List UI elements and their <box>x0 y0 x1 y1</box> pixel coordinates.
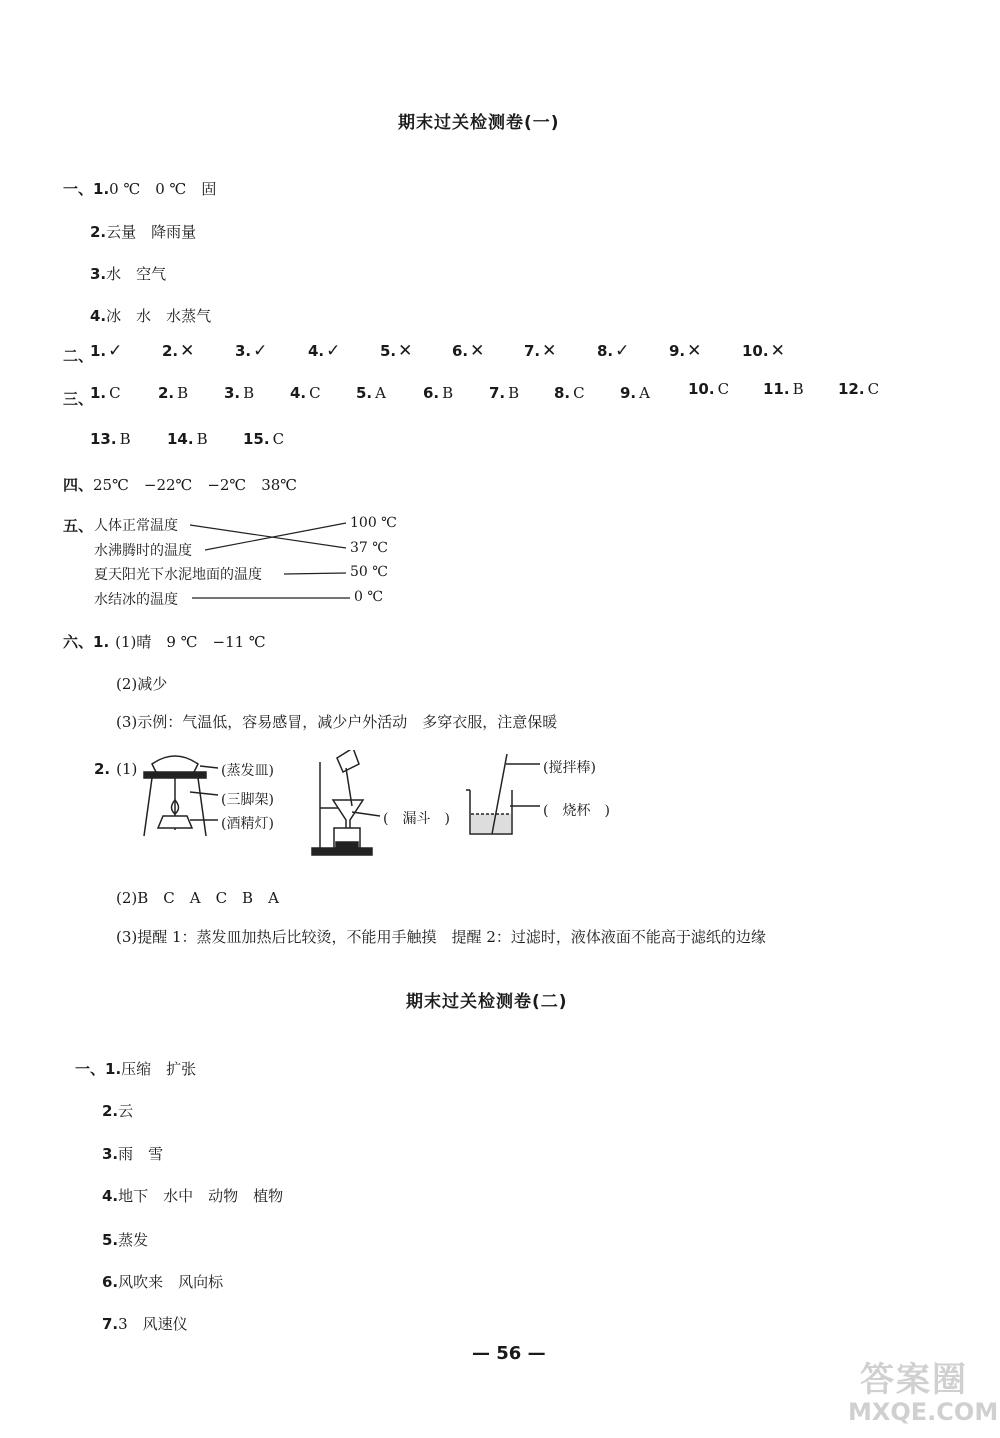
exam2-s1-item-3 <box>102 1143 163 1164</box>
question-number: 2. <box>102 1102 119 1120</box>
answer-letter: B <box>792 380 804 398</box>
question-number: 1. <box>93 180 110 198</box>
match-left-3: 夏天阳光下水泥地面的温度 <box>94 567 262 583</box>
section-label: 一、 <box>63 180 94 198</box>
label-stirring-rod: (搅拌棒) <box>543 760 596 776</box>
evaporation-apparatus <box>144 756 218 836</box>
answer-letter: B <box>442 384 454 402</box>
question-number: 5. <box>356 384 373 402</box>
answer-text: (3)提醒 1：蒸发皿加热后比较烫，不能用手触摸 提醒 2：过滤时，液体液面不能高于滤纸的边缘 <box>116 928 766 946</box>
answer-letter: C <box>272 430 285 448</box>
question-number: 1. <box>90 384 107 402</box>
answer-text: 风吹来 风向标 <box>118 1273 224 1291</box>
label-beaker: ( 烧杯 ) <box>543 803 610 819</box>
question-number: 2. <box>158 384 175 402</box>
question-number: 3. <box>102 1145 119 1163</box>
section-label: 六、 <box>63 633 94 651</box>
question-number: 9. <box>620 384 637 402</box>
exam1-s6-q1-3 <box>116 711 557 732</box>
exam1-s6-q2-2 <box>116 887 279 908</box>
exam1-s5-label: 五、 <box>63 517 94 535</box>
question-number: 5. <box>380 342 397 360</box>
tripod-leg <box>144 778 152 836</box>
exam2-s1-item-6 <box>102 1271 223 1292</box>
cross-mark-icon: ✕ <box>542 341 557 361</box>
question-number: 5. <box>102 1231 119 1249</box>
section-label: 一、 <box>75 1060 106 1078</box>
answer-text: 压缩 扩张 <box>121 1060 197 1078</box>
question-number: 4. <box>290 384 307 402</box>
question-number: 3. <box>235 342 252 360</box>
answer-letter: B <box>177 384 189 402</box>
label-tripod: (三脚架) <box>221 792 274 808</box>
label-alcohol-lamp: (酒精灯) <box>221 816 274 832</box>
match-left-1: 人体正常温度 <box>94 518 178 534</box>
exam1-s6-q1-1 <box>63 631 266 652</box>
matching-lines <box>0 0 1000 620</box>
match-right-1: 100 ℃ <box>350 515 397 531</box>
answer-letter: B <box>196 430 208 448</box>
answer-letter: B <box>508 384 520 402</box>
label-funnel: ( 漏斗 ) <box>383 811 450 827</box>
tripod-leg <box>198 778 206 836</box>
exam1-s6-q1-2 <box>116 673 167 694</box>
check-mark-icon: ✓ <box>253 341 268 361</box>
cross-mark-icon: ✕ <box>770 341 785 361</box>
exam1-s6-q2-3 <box>116 926 766 947</box>
stand-base <box>312 848 372 855</box>
answer-text: 云量 降雨量 <box>106 223 197 241</box>
pouring-beaker <box>337 750 359 772</box>
answer-text: (2)B C A C B A <box>116 889 279 907</box>
liquid <box>471 814 511 833</box>
match-left-2: 水沸腾时的温度 <box>94 543 192 559</box>
match-right-2: 37 ℃ <box>350 540 388 556</box>
question-number: 11. <box>763 380 790 398</box>
question-number: 4. <box>102 1187 119 1205</box>
answer-text: 冰 水 水蒸气 <box>106 307 212 325</box>
exam2-s1-item-7 <box>102 1313 188 1334</box>
answer-text: 地下 水中 动物 植物 <box>118 1187 284 1205</box>
answer-letter: C <box>309 384 321 402</box>
answer-text: 云 <box>118 1102 134 1120</box>
question-number: 10. <box>742 342 769 360</box>
answer-text: 25℃ −22℃ −2℃ 38℃ <box>93 476 298 494</box>
question-number: 8. <box>597 342 614 360</box>
answer-letter: B <box>119 430 131 448</box>
question-number: 8. <box>554 384 571 402</box>
match-line-2 <box>205 523 346 550</box>
question-number: 4. <box>90 307 107 325</box>
question-number: 6. <box>102 1273 119 1291</box>
question-number: 1. <box>93 633 110 651</box>
exam1-s3-label: 三、 <box>63 390 94 408</box>
answer-text: 水 空气 <box>106 265 167 283</box>
question-number: 12. <box>838 380 865 398</box>
question-number: 9. <box>669 342 686 360</box>
sub-label: (1) <box>116 760 138 778</box>
match-line-3 <box>284 573 346 574</box>
answer-text: (3)示例：气温低，容易感冒，减少户外活动 多穿衣服，注意保暖 <box>116 713 558 731</box>
answer-letter: A <box>375 384 386 402</box>
question-number: 6. <box>423 384 440 402</box>
answer-letter: C <box>867 380 880 398</box>
tripod-top <box>144 772 206 778</box>
exam2-s1-item-1 <box>75 1058 196 1079</box>
question-number: 14. <box>167 430 194 448</box>
cross-mark-icon: ✕ <box>180 341 195 361</box>
watermark-logo: 答案圈 <box>860 1360 968 1400</box>
answer-letter: C <box>109 384 121 402</box>
exam1-title: 期末过关检测卷(一) <box>398 113 560 133</box>
cross-mark-icon: ✕ <box>470 341 485 361</box>
question-number: 3. <box>224 384 241 402</box>
watermark-url: MXQE.COM <box>848 1398 999 1426</box>
answer-text: 雨 雪 <box>118 1145 164 1163</box>
question-number: 1. <box>90 342 107 360</box>
answer-letter: A <box>639 384 650 402</box>
answer-letter: B <box>243 384 255 402</box>
exam2-s1-item-4 <box>102 1185 283 1206</box>
exam2-s1-item-2 <box>102 1100 133 1121</box>
question-number: 4. <box>308 342 325 360</box>
cross-mark-icon: ✕ <box>687 341 702 361</box>
answer-text: 3 风速仪 <box>118 1315 188 1333</box>
match-left-4: 水结冰的温度 <box>94 592 178 608</box>
page-number: — 56 — <box>472 1343 546 1364</box>
alcohol-lamp <box>158 816 192 828</box>
question-number: 1. <box>105 1060 122 1078</box>
question-number: 15. <box>243 430 270 448</box>
answer-letter: C <box>717 380 730 398</box>
answer-text: 0 ℃ 0 ℃ 固 <box>109 180 217 198</box>
cross-mark-icon: ✕ <box>398 341 413 361</box>
section-label: 四、 <box>63 476 94 494</box>
answer-letter: C <box>573 384 585 402</box>
check-mark-icon: ✓ <box>108 341 123 361</box>
question-number: 7. <box>524 342 541 360</box>
label-evaporating-dish: (蒸发皿) <box>221 763 274 779</box>
beaker-apparatus <box>466 754 540 834</box>
answer-text: (2)减少 <box>116 675 168 693</box>
exam2-s1-item-5 <box>102 1229 148 1250</box>
exam1-s2-label: 二、 <box>63 347 94 365</box>
question-number: 2. <box>94 760 111 778</box>
match-line-1 <box>190 525 346 548</box>
question-number: 13. <box>90 430 117 448</box>
check-mark-icon: ✓ <box>326 341 341 361</box>
question-number: 6. <box>452 342 469 360</box>
question-number: 7. <box>489 384 506 402</box>
question-number: 2. <box>162 342 179 360</box>
question-number: 10. <box>688 380 715 398</box>
check-mark-icon: ✓ <box>615 341 630 361</box>
match-right-4: 0 ℃ <box>354 589 384 605</box>
answer-text: (1)晴 9 ℃ −11 ℃ <box>115 633 266 651</box>
exam2-title: 期末过关检测卷(二) <box>406 992 568 1012</box>
filtration-apparatus <box>312 750 380 855</box>
question-number: 7. <box>102 1315 119 1333</box>
question-number: 2. <box>90 223 107 241</box>
answer-text: 蒸发 <box>118 1231 149 1249</box>
match-right-3: 50 ℃ <box>350 564 388 580</box>
question-number: 3. <box>90 265 107 283</box>
